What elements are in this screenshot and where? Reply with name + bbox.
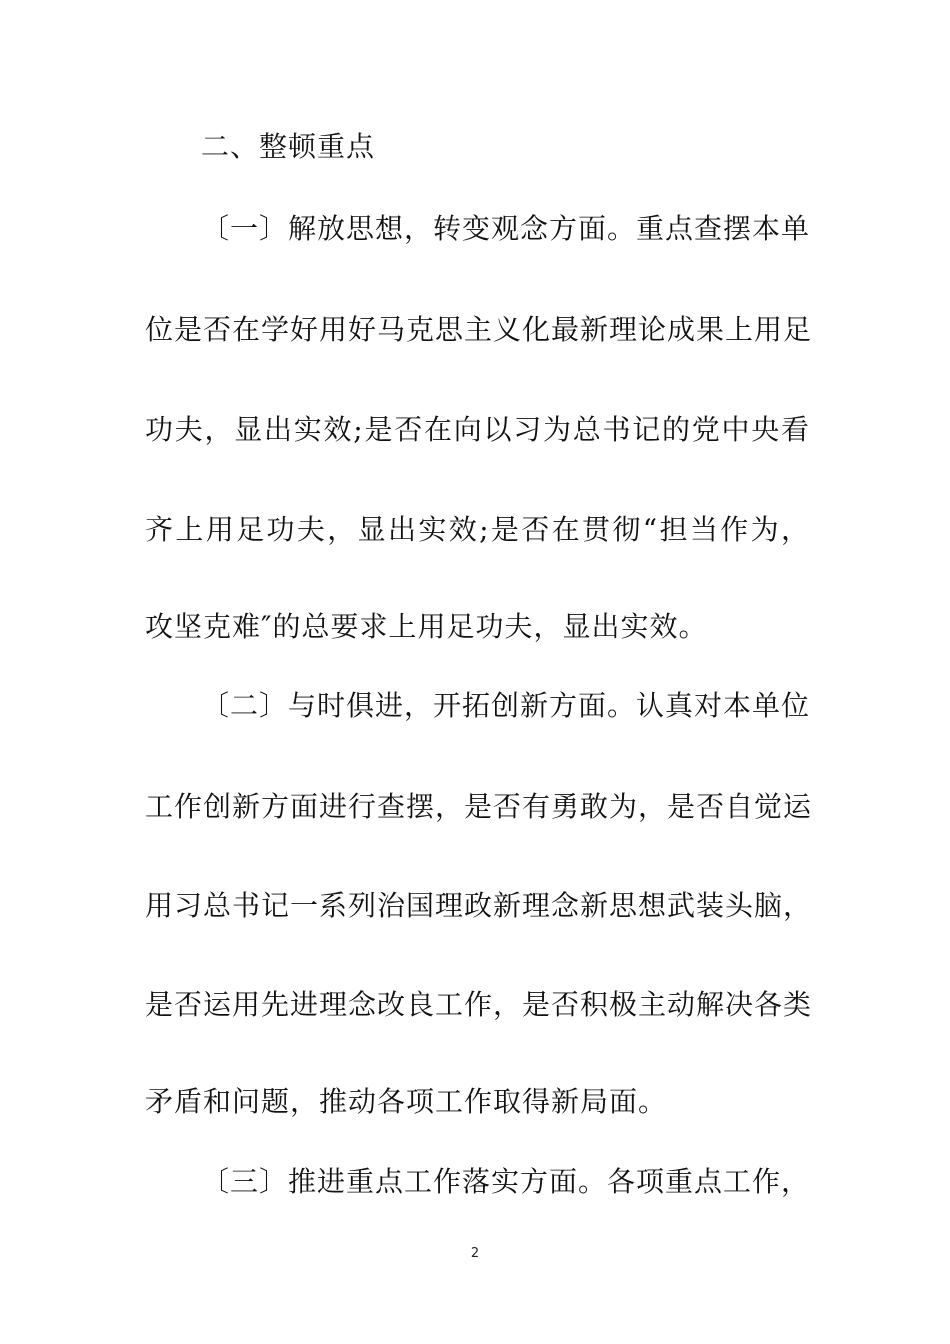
paragraph-2-line-4: 是否运用先进理念改良工作，是否积极主动解决各类 <box>145 988 813 1021</box>
paragraph-1-line-4: 齐上用足功夫，显出实效;是否在贯彻“担当作为， <box>145 513 810 546</box>
paragraph-1-line-5: 攻坚克难″的总要求上用足功夫，显出实效。 <box>145 610 708 643</box>
paragraph-1-line-3: 功夫，显出实效;是否在向以习为总书记的党中央看 <box>145 413 810 446</box>
paragraph-2-line-2: 工作创新方面进行查摆，是否有勇敢为，是否自觉运 <box>145 790 813 823</box>
page-number: 2 <box>470 1246 480 1261</box>
paragraph-2-line-5: 矛盾和问题，推动各项工作取得新局面。 <box>145 1085 668 1118</box>
paragraph-1-line-2: 位是否在学好用好马克思主义化最新理论成果上用足 <box>145 313 813 346</box>
paragraph-2-line-1: 〔二〕与时俱进，开拓创新方面。认真对本单位 <box>201 689 811 722</box>
paragraph-3-line-1: 〔三〕推进重点工作落实方面。各项重点工作， <box>201 1165 811 1198</box>
section-heading: 二、整顿重点 <box>201 130 376 163</box>
paragraph-1-line-1: 〔一〕解放思想，转变观念方面。重点查摆本单 <box>201 212 811 245</box>
paragraph-2-line-3: 用习总书记一系列治国理政新理念新思想武装头脑， <box>145 889 813 922</box>
